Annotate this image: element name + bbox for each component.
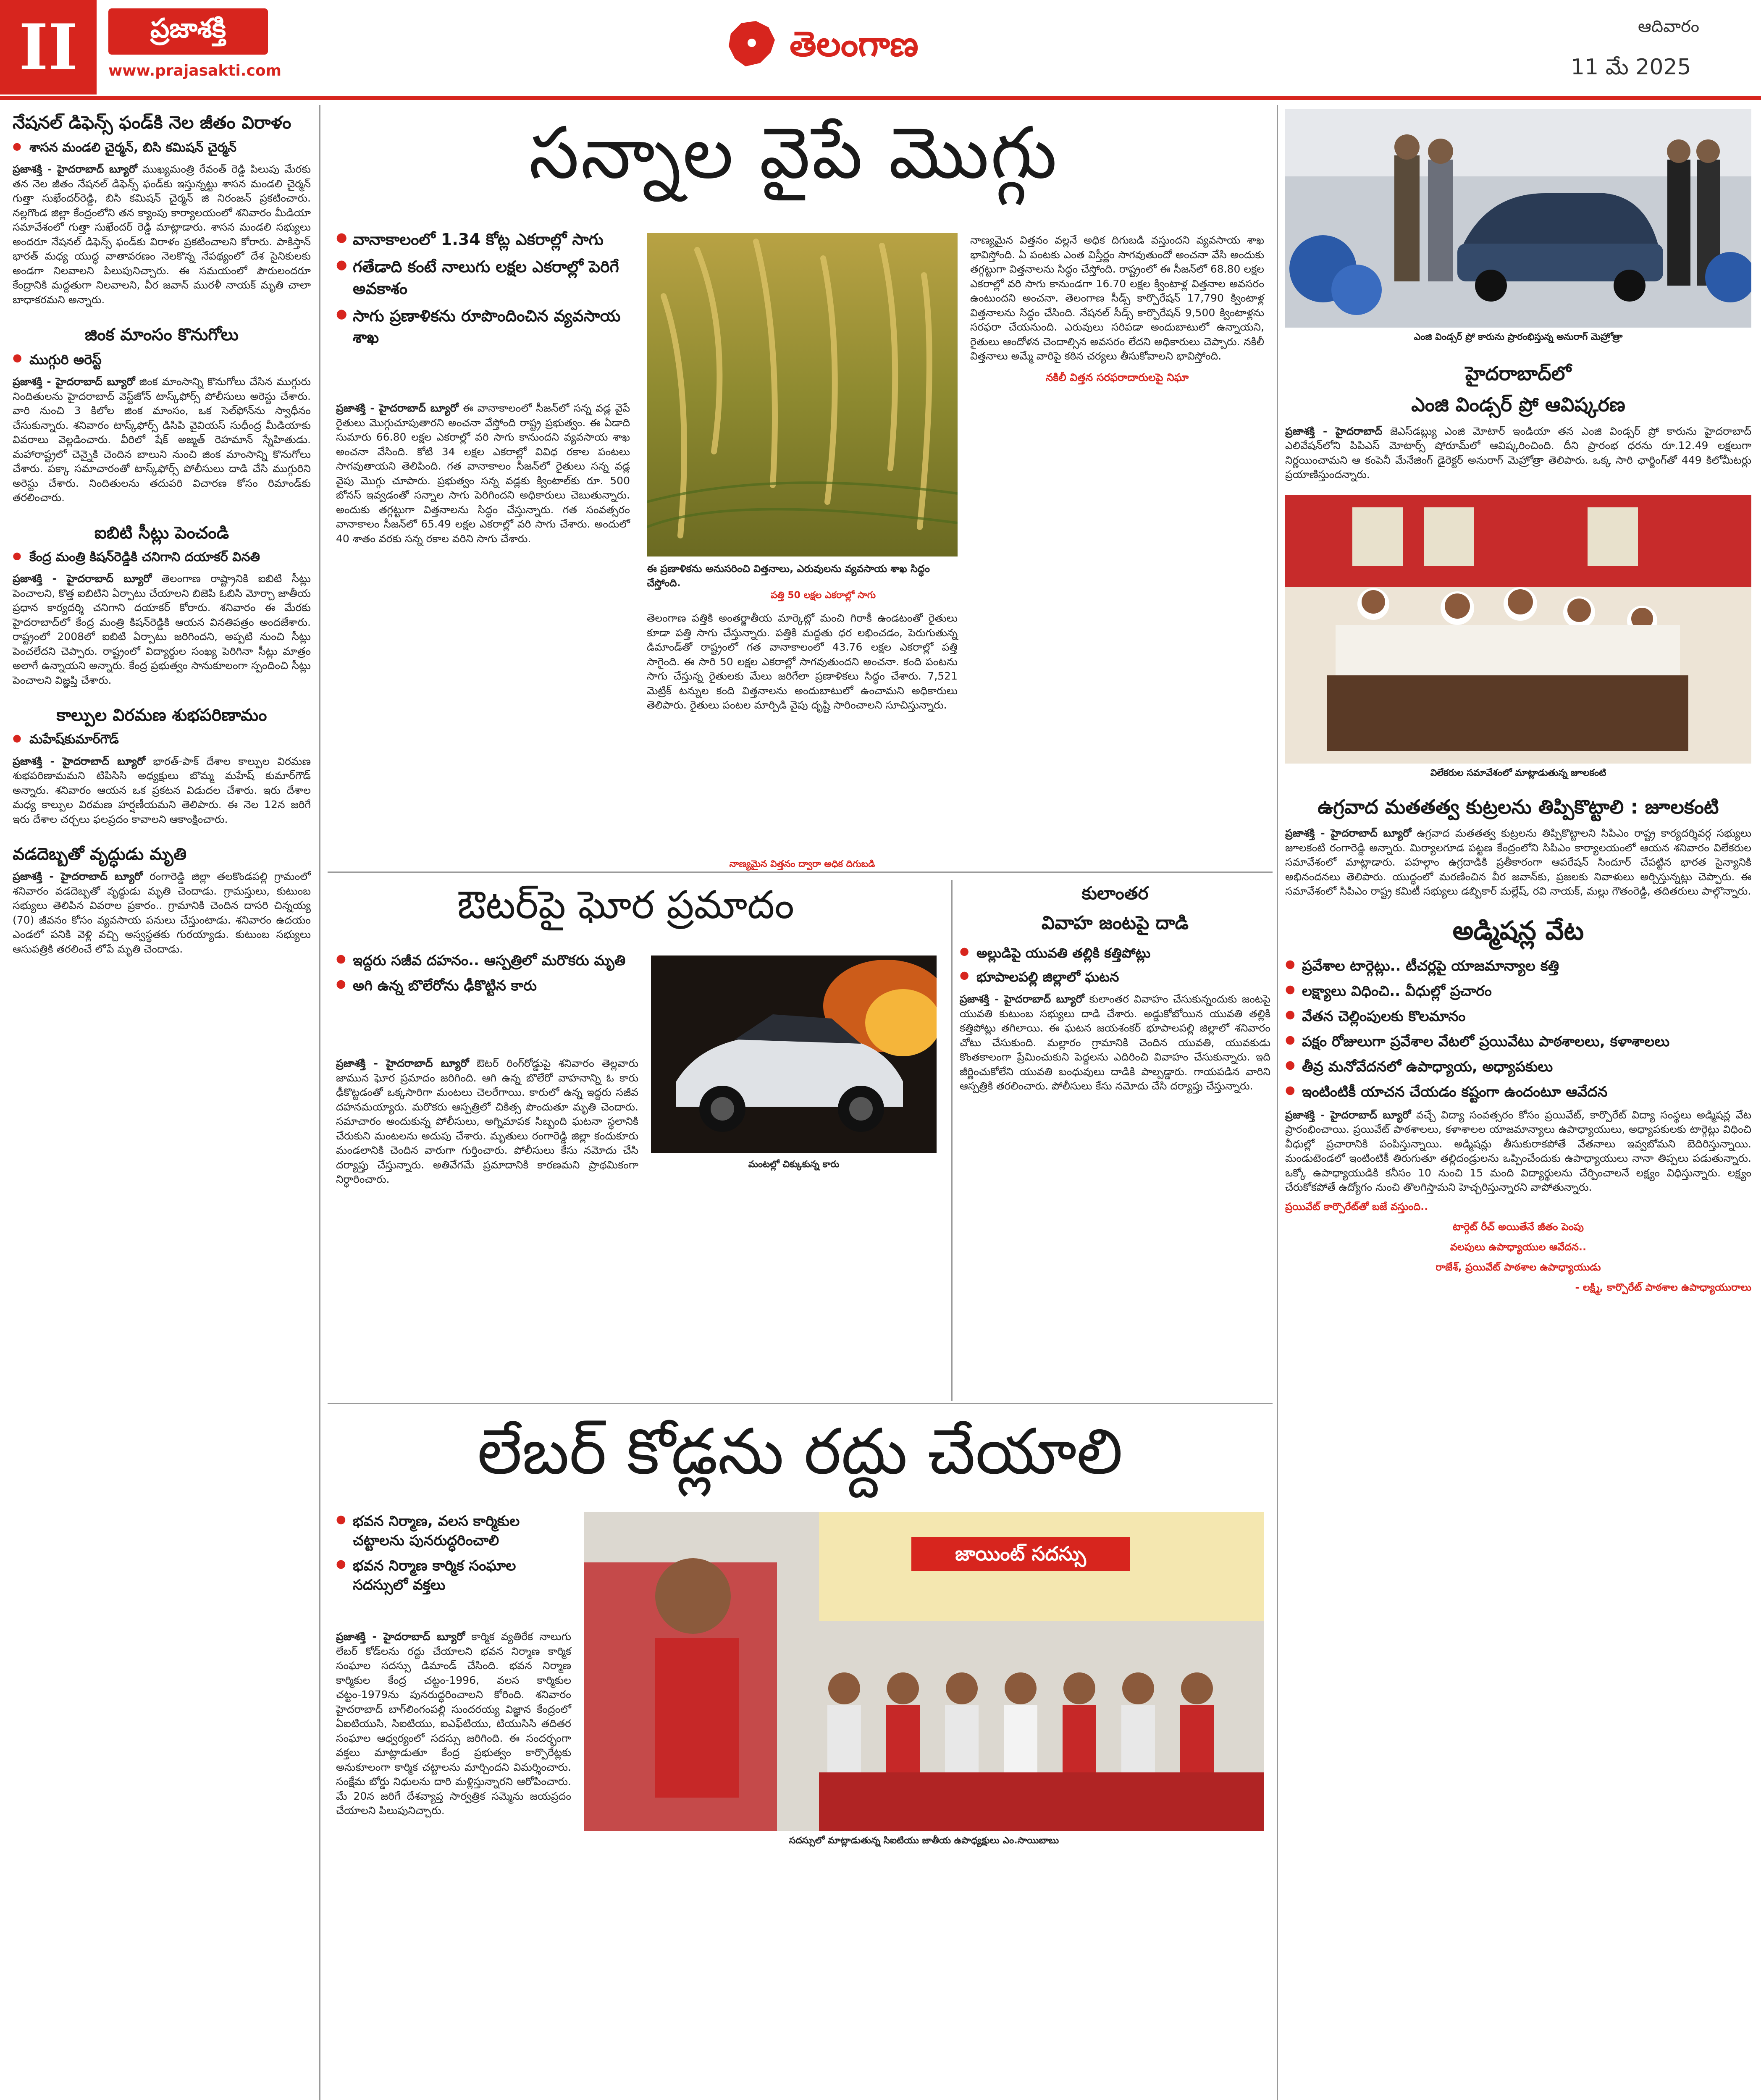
story-subhead-list — [13, 731, 311, 748]
story-text: రంగారెడ్డి జిల్లా తలకొండపల్లి గ్రామంలో శనివారం వడదెబ్బతో వృద్ధుడు మృతి చెందాడు. గ్రామస్తులు, కుటుంబ సభ్యులు తెలిపిన వివరాల ప్రకారం.. గ్రామానికి చెందిన దాసరి చిన్నయ్య (70) జీవనం కోసం వ్యవసాయ పనులు చేస్తుంటాడు. శనివారం ఉదయం ఎండలో పనికి వెళ్లి వచ్చి అస్వస్థతకు గురయ్యాడు. కుటుంబ సభ్యులు ఆసుపత్రికి తరలించే లోపే మృతి చెందాడు. — [13, 870, 311, 955]
story-subhead: ● కేంద్ర మంత్రి కిషన్‌రెడ్డికి చనిగాని దయాకర్ వినతి — [13, 549, 311, 566]
story-headline: లేబర్ కోడ్లను రద్దు చేయాలి — [477, 1415, 1123, 1488]
sub-tag-2: నాణ్యమైన విత్తనం ద్వారా అధిక దిగుబడి — [729, 859, 875, 869]
dateline: ప్రజాశక్తి - హైదరాబాద్ బ్యూరో — [13, 755, 146, 767]
column-divider — [319, 105, 320, 2100]
bullet-item: ● భవన నిర్మాణ కార్మిక సంఘాల సదస్సులో వక్తలు — [336, 1557, 571, 1595]
masthead — [0, 0, 1761, 101]
photo-caption: సదస్సులో మాట్లాడుతున్న సిఐటియు జాతీయ ఉపాధ్యక్షులు ఎం.సాయిబాబు — [789, 1835, 1059, 1846]
dateline: ప్రజాశక్తి - హైదరాబాద్ బ్యూరో — [13, 870, 143, 883]
story-headline: ఉగ్రవాద మతతత్వ కుట్రలను తిప్పికొట్టాలి : జూలకంటి — [1317, 795, 1719, 818]
story-headline: ఔటర్‌పై ఘోర ప్రమాదం — [457, 882, 795, 927]
dateline: ప్రజాశక్తి - హైదరాబాద్ — [1285, 425, 1383, 437]
story-text: జెఎస్‌డబ్ల్యు ఎంజి మోటార్ ఇండియా తన ఎంజి విండ్సర్ ప్రో కారును హైదరాబాద్ ఎలివేషన్‌లోని పిపిఎస్ మోటార్స్ షోరూమ్‌లో ఆవిష్కరించింది. దీని ప్రారంభ ధరను రూ.12.49 లక్షలుగా నిర్ణయించామని ఆ కంపెనీ మేనేజింగ్ డైరెక్టర్ అనురాగ్ మెహ్రోత్రా తెలిపారు. ఒక్క సారి ఛార్జింగ్‌తో 449 కిలోమీటర్లు ప్రయాణిస్తుందన్నారు. — [1285, 425, 1752, 481]
story-text: తెలంగాణ పత్తికి అంతర్జాతీయ మార్కెట్లో మంచి గిరాకీ ఉండటంతో రైతులు కూడా పత్తి సాగు చేస్తున్నారు. పత్తికి మద్దతు ధర లభించడం, పెరుగుతున్న డిమాండ్‌తో రాష్ట్రంలో గత వానాకాలంలో 43.76 లక్షల ఎకరాల్లో పత్తి సాగైంది. ఈ సారి 50 లక్షల ఎకరాల్లో సాగవుతుందని అంచనా. కంది పంటను సాగు చేస్తున్న రైతులకు మేలు జరిగేలా ప్రణాళికలు సిద్ధం చేశారు. 7,521 మెట్రిక్ టన్నుల కంది విత్తనాలను అందుబాటులో ఉంచామని అధికారులు తెలిపారు. రైతులు పంటల మార్పిడి వైపు దృష్టి సారించాలని సూచిస్తున్నారు. — [647, 612, 958, 711]
dateline: ప్రజాశక్తి - హైదరాబాద్ బ్యూరో — [13, 572, 152, 585]
news-story — [13, 522, 311, 688]
left-column — [13, 111, 311, 956]
bullet-item: ● పక్షం రోజులుగా ప్రవేశాల వేటలో ప్రయివేటు పాఠశాలలు, కళాశాలలు — [1285, 1032, 1751, 1052]
story-subhead: ● మహేష్‌కుమార్‌గౌడ్ — [13, 731, 311, 748]
dateline: ప్రజాశక్తి - హైదరాబాద్ బ్యూరో — [336, 1057, 469, 1069]
column-divider — [951, 880, 953, 1401]
story-body — [336, 1056, 638, 1187]
bullet-item: ● ఇంటింటికీ యాచన చేయడం కష్టంగా ఉందంటూ ఆవేదన — [1285, 1083, 1751, 1102]
story-body — [13, 869, 311, 956]
masthead-rule — [0, 96, 1761, 100]
section-divider — [328, 1403, 1273, 1404]
dateline: ప్రజాశక్తి - హైదరాబాద్ బ్యూరో — [13, 163, 137, 176]
story-text: తెలంగాణ రాష్ట్రానికి ఐబిటి సీట్లు పెంచాలని, కొత్త ఐబిటిని ఏర్పాటు చేయాలని బిజెపి ఓబిసి మోర్చా జాతీయ ప్రధాన కార్యదర్శి చనిగాని దయాకర్ కోరారు. శనివారం ఈ మేరకు హైదరాబాద్‌లో కేంద్ర మంత్రి కిషన్‌రెడ్డికి ఆయన వినతిపత్రం అందజేశారు. రాష్ట్రంలో 2008లో ఐబిటి ఏర్పాటు జరిగిందని, అప్పటి నుంచి సీట్లు పెంచలేదని చెప్పారు. రాష్ట్రంలో విద్యార్థుల సంఖ్య పెరిగినా సీట్లు మాత్రం అలాగే ఉన్నాయని అన్నారు. కేంద్ర ప్రభుత్వం సానుకూలంగా స్పందించి సీట్లు పెంచాలని విజ్ఞప్తి చేశారు. — [13, 572, 311, 686]
story-text: కార్మిక వ్యతిరేక నాలుగు లేబర్ కోడ్‌లను రద్దు చేయాలని భవన నిర్మాణ కార్మిక సంఘాల సదస్సు డిమాండ్ చేసింది. భవన నిర్మాణ కార్మికుల కేంద్ర చట్టం-1996, వలస కార్మికుల చట్టం-1979ను పునరుద్ధరించాలని కోరింది. శనివారం హైదరాబాద్ బాగ్‌లింగంపల్లి సుందరయ్య విజ్ఞాన కేంద్రంలో ఏఐటియుసి, సిఐటియు, ఐఎఫ్‌టియు, టియుసిసి తదితర సంఘాల ఆధ్వర్యంలో సదస్సు జరిగింది. ఈ సందర్భంగా వక్తలు మాట్లాడుతూ కేంద్ర ప్రభుత్వం కార్పొరేట్లకు అనుకూలంగా కార్మిక చట్టాలను మార్చిందని విమర్శించారు. సంక్షేమ బోర్డు నిధులను దారి మళ్లిస్తున్నారని ఆరోపించారు. మే 20న జరిగే దేశవ్యాప్త సార్వత్రిక సమ్మెను జయప్రదం చేయాలని పిలుపునిచ్చారు. — [336, 1630, 571, 1816]
story-kicker: కులాంతర — [1081, 883, 1149, 903]
story-text: ఔటర్ రింగ్‌రోడ్డుపై శనివారం తెల్లవారు జామున ఘోర ప్రమాదం జరిగింది. ఆగి ఉన్న బొలేరో వాహనాన్ని ఓ కారు ఢీకొట్టడంతో ఒక్కసారిగా మంటలు చెలరేగాయి. కారులో ఉన్న ఇద్దరు సజీవ దహనమయ్యారు. మరొకరు ఆస్పత్రిలో చికిత్స పొందుతూ మృతి చెందారు. సమాచారం అందుకున్న పోలీసులు, అగ్నిమాపక సిబ్బంది ఘటనా స్థలానికి చేరుకుని మంటలను అదుపు చేశారు. మృతులు రంగారెడ్డి జిల్లా కందుకూరు మండలానికి చెందిన వారుగా గుర్తించారు. పోలీసులు కేసు నమోదు చేసి దర్యాప్తు చేస్తున్నారు. అతివేగమే ప్రమాదానికి కారణమని ప్రాథమికంగా నిర్ధారించారు. — [336, 1057, 638, 1185]
car-launch-photo — [1285, 109, 1751, 328]
main-headline: సన్నాల వైపే మొగ్గు — [529, 112, 1059, 195]
labour-meeting-photo — [584, 1512, 1264, 1831]
story-text: వచ్చే విద్యా సంవత్సరం కోసం ప్రయివేట్, కార్పొరేట్ విద్యా సంస్థలు అడ్మిషన్ల వేట ప్రారంభించాయి. ప్రయివేట్ పాఠశాలలు, కళాశాలల యాజమాన్యాలు ఉపాధ్యాయులు, అధ్యాపకులకు టార్గెట్లు విధించి వీధుల్లో ప్రచారానికి పంపిస్తున్నాయి. అడ్మిషన్లు తీసుకురాకపోతే వేతనాలు ఇవ్వబోమని బెదిరిస్తున్నాయి. మండుటెండలో ఇంటింటికీ తిరుగుతూ తల్లిదండ్రులను ఒప్పించేందుకు ఉపాధ్యాయులు నానా తిప్పలు పడుతున్నారు. ఒక్కో ఉపాధ్యాయుడికి కనీసం 10 నుంచి 15 మంది విద్యార్థులను చేర్పించాలనే లక్ష్యం విధిస్తున్నారు. లక్ష్యం చేరుకోకపోతే ఉద్యోగం నుంచి తొలగిస్తామని హెచ్చరిస్తున్నారని వాపోతున్నారు. — [1285, 1108, 1751, 1194]
story-text: జింక మాంసాన్ని కొనుగోలు చేసిన ముగ్గురు నిందితులను హైదరాబాద్ వెస్ట్‌జోన్ టాస్క్‌ఫోర్స్ పోలీసులు అరెస్టు చేశారు. వారి నుంచి 3 కిలోల జింక మాంసం, ఒక సెల్‌ఫోన్‌ను స్వాధీనం చేసుకున్నారు. శనివారం టాస్క్‌ఫోర్స్ డిసిపి వైవియస్ సుధీంద్ర మీడియాకు వివరాలు వెల్లడించారు. వీరిలో షేక్ అజ్మత్ రెహమాన్ స్నేహితుడు. మహారాష్ట్రలో చెన్నైకి చెందిన బాలుని నుంచి జింక మాంసాన్ని కొనుగోలు చేశారు. పక్కా సమాచారంతో టాస్క్‌ఫోర్స్ పోలీసులు దాడి చేసి ముగ్గురిని అరెస్టు చేశారు. నిందితులను తదుపరి విచారణ కోసం రిమాండ్‌కు తరలించారు. — [13, 375, 311, 504]
story-body — [13, 162, 311, 307]
press-meet-photo — [1285, 495, 1751, 764]
bullet-item: ● సాగు ప్రణాళికను రూపొందించిన వ్యవసాయ శాఖ — [336, 305, 630, 349]
quote-label: ప్రయివేట్ కార్పొరేట్‌తో బజే వస్తుంది.. — [1285, 1200, 1428, 1213]
bullet-item: ● లక్ష్యాలు విధించి.. వీధుల్లో ప్రచారం — [1285, 982, 1751, 1001]
newspaper-logo[interactable]: ప్రజాశక్తి — [108, 8, 268, 55]
story-body — [13, 754, 311, 827]
story-bullets — [336, 1512, 571, 1601]
main-story — [332, 107, 1268, 876]
story-headline: జింక మాంసం కొనుగోలు — [84, 325, 239, 345]
story-headline: ఐబిటి సీట్లు పెంచండి — [94, 523, 229, 543]
bullet-item: ● వేతన చెల్లింపులకు కొలమానం — [1285, 1007, 1751, 1026]
bullet-item: ● గతేడాది కంటే నాలుగు లక్షల ఎకరాల్లో పెరిగే అవకాశం — [336, 256, 630, 299]
news-story — [13, 843, 311, 956]
story-text: కులాంతర వివాహం చేసుకున్నందుకు జంటపై యువతి కుటుంబ సభ్యులు దాడి చేశారు. అడ్డుకోబోయిన యువతి తల్లికి కత్తిపోట్లు తగిలాయి. ఈ ఘటన జయశంకర్ భూపాలపల్లి జిల్లాలో శనివారం చోటు చేసుకుంది. మల్లారం గ్రామానికి చెందిన యువతి, యువకుడు కొంతకాలంగా ప్రేమించుకుని పెద్దలను ఎదిరించి వివాహం చేసుకున్నారు. ఇది జీర్ణించుకోలేని యువతి బంధువులు దాడికి పాల్పడ్డారు. గాయపడిన వారిని ఆస్పత్రికి తరలించారు. పోలీసులు కేసు నమోదు చేసి దర్యాప్తు చేస్తున్నారు. — [960, 993, 1270, 1092]
story-body — [1285, 424, 1751, 482]
bullet-item: ● తీవ్ర మనోవేదనలో ఉపాధ్యాయ, అధ్యాపకులు — [1285, 1058, 1751, 1077]
bullet-item: ● భవన నిర్మాణ, వలస కార్మికుల చట్టాలను పునరుద్ధరించాలి — [336, 1512, 571, 1551]
story-headline: ఎంజి విండ్సర్ ప్రో ఆవిష్కరణ — [1411, 393, 1625, 416]
story-body — [13, 572, 311, 688]
story-bullets — [960, 944, 1270, 986]
bullet-item: ● భూపాలపల్లి జిల్లాలో ఘటన — [960, 968, 1270, 986]
photo-caption: మంటల్లో చిక్కుకున్న కారు — [748, 1159, 840, 1170]
intercaste-story — [960, 882, 1270, 1094]
labour-story — [332, 1411, 1268, 2100]
news-story — [13, 324, 311, 505]
date-label: 11 మే 2025 — [1571, 55, 1691, 80]
section-divider — [328, 872, 1273, 873]
quote-label: వలపులు ఉపాధ్యాయుల ఆవేదన.. — [1450, 1241, 1587, 1253]
story-text: నాణ్యమైన విత్తనం వల్లనే అధిక దిగుబడి వస్తుందని వ్యవసాయ శాఖ భావిస్తోంది. ఏ పంటకు ఎంత విస్తీర్ణం సాగవుతుందో అంచనా వేసి అందుకు తగ్గట్టుగా విత్తనాలను సిద్ధం చేస్తోంది. రాష్ట్రంలో ఈ సీజన్‌లో 68.80 లక్షల ఎకరాల్లో వరి సాగు కానుండగా 16.70 లక్షల క్వింటాళ్ల విత్తనాల అవసరం ఉంటుందని అంచనా. తెలంగాణ సీడ్స్ కార్పొరేషన్ 17,790 క్వింటాళ్ల విత్తనాలను సిద్ధం చేసింది. నేషనల్ సీడ్స్ కార్పొరేషన్ 9,500 క్వింటాళ్లను సరఫరా చేయనుంది. ఎరువులు సరిపడా అందుబాటులో ఉన్నాయని, రైతులు ఆందోళన చెందాల్సిన అవసరం లేదని అధికారులు చెప్పారు. నకిలీ విత్తనాలు అమ్మే వారిపై కఠిన చర్యలు తీసుకోవాలని భావిస్తోంది. — [970, 234, 1264, 362]
story-body — [1285, 1108, 1751, 1195]
photo-caption: ఈ ప్రణాళికను అనుసరించి విత్తనాలు, ఎరువులను వ్యవసాయ శాఖ సిద్ధం చేస్తోంది. — [647, 563, 930, 589]
dateline: ప్రజాశక్తి - హైదరాబాద్ బ్యూరో — [960, 993, 1084, 1005]
story-headline: వడదెబ్బతో వృద్ధుడు మృతి — [13, 845, 187, 864]
photo-caption: ఎంజి విండ్సర్ ప్రో కారును ప్రారంభిస్తున్న అనురాగ్ మెహ్రోత్రా — [1414, 332, 1623, 342]
story-body — [647, 611, 958, 713]
page-number: II — [0, 0, 97, 94]
story-body — [13, 375, 311, 505]
story-body — [336, 1630, 571, 1818]
main-bullets — [336, 229, 630, 354]
telangana-map-icon — [722, 17, 781, 71]
quote-label: - లక్ష్మి, కార్పొరేట్ పాఠశాల ఉపాధ్యాయురాలు — [1575, 1281, 1751, 1293]
photo-tag: పత్తి 50 లక్షల ఎకరాల్లో సాగు — [770, 590, 876, 601]
story-subhead: ● శాసన మండలి చైర్మన్, బిసి కమిషన్ చైర్మన్ — [13, 139, 311, 157]
story-text: భారత్-పాక్ దేశాల కాల్పుల విరమణ శుభపరిణామమని టిపిసిసి అధ్యక్షులు బొమ్మ మహేష్ కుమార్‌గౌడ్ అన్నారు. శనివారం ఆయన ఒక ప్రకటన విడుదల చేశారు. ఇరు దేశాల మధ్య కాల్పుల విరమణ హర్షణీయమని తెలిపారు. ఈ నెల 12న జరిగే ఇరు దేశాల చర్చలు ఫలప్రదం కావాలని ఆకాంక్షించారు. — [13, 755, 311, 825]
news-story — [13, 111, 311, 307]
paddy-photo — [647, 233, 958, 556]
story-text: ఉగ్రవాద మతతత్వ కుట్రలను తిప్పికొట్టాలని సిపిఎం రాష్ట్ర కార్యదర్శివర్గ సభ్యులు జూలకంటి రంగారెడ్డి అన్నారు. మిర్యాలగూడ పట్టణ కేంద్రంలోని సిపిఎం కార్యాలయంలో ఆయన శనివారం విలేకరుల సమావేశంలో మాట్లాడారు. పహల్గాం ఉగ్రదాడికి ప్రతీకారంగా ఆపరేషన్ సిందూర్ చేపట్టిన భారత సైన్యానికి అభినందనలు తెలిపారు. యుద్ధంలో మరణించిన వీర జవాన్‌కు, ప్రజలకు నివాళులు అర్పిస్తున్నట్లు చెప్పారు. ఈ సమావేశంలో సిపిఎం రాష్ట్ర కమిటీ సభ్యులు డబ్బికార్ మల్లేష్, రవి నాయక్, మల్లు గౌతంరెడ్డి, తదితరులు పాల్గొన్నారు. — [1285, 827, 1752, 898]
news-story — [13, 704, 311, 827]
story-text: ఈ వానాకాలంలో సీజన్‌లో సన్న వడ్ల వైపే రైతులు మొగ్గుచూపుతారని అంచనా వేస్తోంది రాష్ట్ర ప్రభుత్వం. ఈ ఏడాది సుమారు 66.80 లక్షల ఎకరాల్లో వరి సాగు కానుందని వ్యవసాయ శాఖ అంచనా వేసింది. కోటి 34 లక్షల ఎకరాల్లో వివిధ రకాల పంటలు సాగవుతాయని తెలిపింది. గత వానాకాలం సీజన్‌లో రైతులు సన్న వడ్ల వైపు మొగ్గు చూపారు. ప్రభుత్వం సన్న వడ్లకు క్వింటాల్‌కు రూ. 500 బోనస్ ఇవ్వడంతో సన్నాల సాగు పెరిగిందని అధికారులు చెబుతున్నారు. అందుకు తగ్గట్టుగా విత్తనాలను సిద్ధం చేస్తున్నారు. గత సంవత్సరం వానాకాలం సీజన్‌లో 65.49 లక్షల ఎకరాల్లో వరి సాగు చేశారు. అందులో 40 శాతం వరకు సన్న రకాల వరిని సాగు చేశారు. — [336, 402, 630, 545]
story-body — [1285, 826, 1751, 899]
photo-caption: విలేకరుల సమావేశంలో మాట్లాడుతున్న జూలకంటి — [1430, 767, 1606, 778]
story-body — [336, 401, 630, 546]
story-headline: అడ్మిషన్ల వేట — [1452, 915, 1584, 946]
story-body — [970, 233, 1264, 391]
story-body — [960, 992, 1270, 1094]
story-text: ముఖ్యమంత్రి రేవంత్ రెడ్డి పిలుపు మేరకు తన నెల జీతం నేషనల్ డిఫెన్స్ ఫండ్‌కు ఇస్తున్నట్టు శాసన మండలి చైర్మన్ గుత్తా సుఖేందర్‌రెడ్డి, బిసి కమిషన్ చైర్మన్ జి నిరంజన్ ప్రకటించారు. నల్లగొండ జిల్లా కేంద్రంలోని తన క్యాంపు కార్యాలయంలో శనివారం మీడియా సమావేశంలో గుత్తా సుఖేందర్ రెడ్డి మాట్లాడారు. శాసన మండలి సభ్యులు అందరూ నేషనల్ డిఫెన్స్ ఫండ్‌కు విరాళం ప్రకటించాలని కోరారు. పాకిస్తాన్ భారత్ మధ్య యుద్ధ వాతావరణం నెలకొన్న నేపథ్యంలో దేశ సైనికులకు అండగా నిలవాలని పిలుపునిచ్చారు. ఈ సమయంలో పౌరులందరూ కేంద్రానికి మద్దతుగా నిలవాలని, వీర జవాన్ మురళీ నాయక్ మృతి చాలా బాధాకరమని అన్నారు. — [13, 163, 311, 306]
story-bullets — [1285, 957, 1751, 1102]
section-title: తెలంగాణ — [790, 24, 919, 64]
quote-label: టార్గెట్ రీచ్ అయితేనే జీతం పెంపు — [1452, 1221, 1584, 1233]
dateline: ప్రజాశక్తి - హైదరాబాద్ బ్యూరో — [336, 402, 459, 414]
accident-story — [332, 880, 945, 1409]
day-label: ఆదివారం — [1638, 17, 1700, 36]
column-divider — [1277, 105, 1278, 2100]
bullet-item: ● వానాకాలంలో 1.34 కోట్ల ఎకరాల్లో సాగు — [336, 229, 630, 250]
bullet-item: ● అగి ఉన్న బొలేరోను ఢీకొట్టిన కారు — [336, 976, 638, 996]
bullet-item: ● ఇద్దరు సజీవ దహనం.. ఆస్పత్రిలో మరొకరు మృతి — [336, 951, 638, 971]
banner-text: జాయింట్ సదస్సు — [955, 1542, 1086, 1565]
bullet-item: ● అల్లుడిపై యువతి తల్లికి కత్తిపోట్లు — [960, 944, 1270, 962]
story-subhead-list — [13, 139, 311, 157]
story-subhead-list — [13, 549, 311, 566]
story-kicker: హైదరాబాద్‌లో — [1465, 362, 1572, 385]
site-url[interactable]: www.prajasakti.com — [108, 62, 282, 79]
story-bullets — [336, 951, 638, 1002]
dateline: ప్రజాశక్తి - హైదరాబాద్ బ్యూరో — [336, 1630, 465, 1643]
news-story — [1285, 361, 1751, 417]
story-headline: కాల్పుల విరమణ శుభపరిణామం — [56, 706, 267, 725]
quote-label: రాజేశ్, ప్రయివేట్ పాఠశాల ఉపాధ్యాయుడు — [1436, 1261, 1601, 1273]
dateline: ప్రజాశక్తి - హైదరాబాద్ బ్యూరో — [1285, 827, 1412, 840]
story-subhead: ● ముగ్గురి అరెస్ట్ — [13, 351, 311, 369]
right-column — [1285, 109, 1751, 1296]
story-subhead-list — [13, 351, 311, 369]
sub-tag: నకిలీ విత్తన సరఫరాదారులపై నిఘా — [1045, 371, 1189, 383]
dateline: ప్రజాశక్తి - హైదరాబాద్ బ్యూరో — [13, 375, 135, 388]
bullet-item: ● ప్రవేశాల టార్గెట్లు.. టీచర్లపై యాజమాన్యాల కత్తి — [1285, 957, 1751, 976]
story-headline: నేషనల్ డిఫెన్స్ ఫండ్‌కి నెల జీతం విరాళం — [13, 112, 291, 133]
burning-car-photo — [651, 956, 937, 1153]
story-headline: వివాహ జంటపై దాడి — [1041, 912, 1189, 934]
dateline: ప్రజాశక్తి - హైదరాబాద్ బ్యూరో — [1285, 1108, 1411, 1121]
